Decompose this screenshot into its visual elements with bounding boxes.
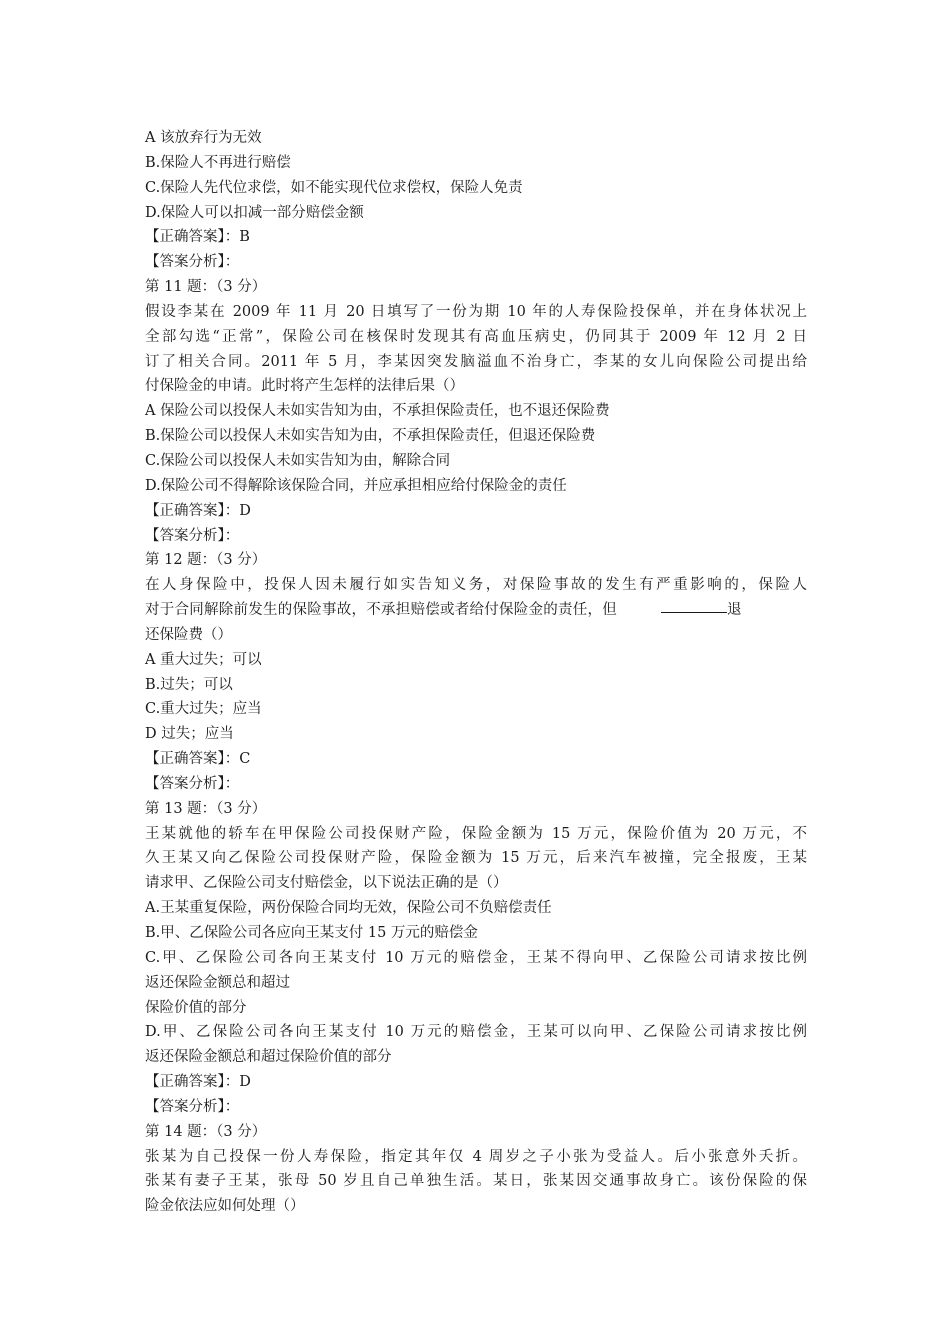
question-text: 退 xyxy=(727,602,742,619)
option-c: C.保险公司以投保人未如实告知为由，解除合同 xyxy=(145,452,451,469)
question-text: 订了相关合同。2011 年 5 月，李某因突发脑溢血不治身亡，李某的女儿向保险公司提出给 xyxy=(145,353,807,370)
option-d: D.甲、乙保险公司各向王某支付 10 万元的赔偿金，王某可以向甲、乙保险公司请求按比例 xyxy=(145,1024,807,1041)
correct-answer: 【正确答案】：D xyxy=(145,1074,251,1091)
answer-analysis: 【答案分析】： xyxy=(145,1098,240,1115)
question-header-11: 第 11 题：（3 分） xyxy=(145,279,267,296)
answer-analysis: 【答案分析】： xyxy=(145,527,240,544)
question-text-with-blank xyxy=(145,598,807,623)
option-a: A 该放弃行为无效 xyxy=(145,130,262,146)
option-a: A 重大过失；可以 xyxy=(145,651,262,668)
option-b: B.过失；可以 xyxy=(145,676,233,693)
option-a: A 保险公司以投保人未如实告知为由，不承担保险责任，也不退还保险费 xyxy=(145,403,610,420)
answer-analysis: 【答案分析】： xyxy=(145,775,240,792)
option-b: B.甲、乙保险公司各应向王某支付 15 万元的赔偿金 xyxy=(145,925,478,941)
question-text: 王某就他的轿车在甲保险公司投保财产险，保险金额为 15 万元，保险价值为 20 万元，不 xyxy=(145,825,807,842)
option-d-continued: 返还保险金额总和超过保险价值的部分 xyxy=(145,1049,392,1066)
question-header-12: 第 12 题：（3 分） xyxy=(145,552,267,569)
option-d: D.保险人可以扣减一部分赔偿金额 xyxy=(145,204,364,221)
question-text: 在人身保险中，投保人因未履行如实告知义务，对保险事故的发生有严重影响的，保险人 xyxy=(145,577,807,594)
question-text: 付保险金的申请。此时将产生怎样的法律后果（） xyxy=(145,378,464,395)
document-page xyxy=(145,126,807,1219)
option-b: B.保险人不再进行赔偿 xyxy=(145,154,291,171)
option-c: C.重大过失；应当 xyxy=(145,701,262,718)
option-a: A.王某重复保险，两份保险合同均无效，保险公司不负赔偿责任 xyxy=(145,900,552,917)
question-text: 久王某又向乙保险公司投保财产险，保险金额为 15 万元，后来汽车被撞，完全报废，王某 xyxy=(145,850,807,867)
correct-answer: 【正确答案】：B xyxy=(145,229,250,246)
question-header-13: 第 13 题：（3 分） xyxy=(145,800,267,817)
question-text: 张某有妻子王某，张母 50 岁且自己单独生活。某日，张某因交通事故身亡。该份保险的保 xyxy=(145,1173,807,1190)
option-b: B.保险公司以投保人未如实告知为由，不承担保险责任，但退还保险费 xyxy=(145,428,596,445)
question-header-14: 第 14 题：（3 分） xyxy=(145,1123,267,1140)
correct-answer: 【正确答案】：C xyxy=(145,751,251,768)
option-d: D.保险公司不得解除该保险合同，并应承担相应给付保险金的责任 xyxy=(145,477,567,494)
question-text: 险金依法应如何处理（） xyxy=(145,1198,305,1215)
answer-analysis: 【答案分析】： xyxy=(145,254,240,271)
option-c-continued: 保险价值的部分 xyxy=(145,999,247,1016)
question-text: 请求甲、乙保险公司支付赔偿金，以下说法正确的是（） xyxy=(145,875,508,892)
question-text: 全部勾选“正常”，保险公司在核保时发现其有高血压病史，仍同其于 2009 年 12 月 2 日 xyxy=(145,328,807,345)
question-text: 张某为自己投保一份人寿保险，指定其年仅 4 周岁之子小张为受益人。后小张意外夭折。 xyxy=(145,1148,807,1165)
question-text: 假设李某在 2009 年 11 月 20 日填写了一份为期 10 年的人寿保险投保单，并在身体状况上 xyxy=(145,303,807,320)
fill-in-blank xyxy=(661,598,727,613)
correct-answer: 【正确答案】：D xyxy=(145,502,251,519)
option-c-continued: 返还保险金额总和超过 xyxy=(145,974,290,991)
option-d: D 过失；应当 xyxy=(145,726,234,743)
option-c: C.甲、乙保险公司各向王某支付 10 万元的赔偿金，王某不得向甲、乙保险公司请求按比例 xyxy=(145,949,807,966)
question-text: 对于合同解除前发生的保险事故，不承担赔偿或者给付保险金的责任，但 xyxy=(145,602,617,619)
question-text: 还保险费（） xyxy=(145,626,232,643)
option-c: C.保险人先代位求偿，如不能实现代位求偿权，保险人免责 xyxy=(145,179,523,196)
